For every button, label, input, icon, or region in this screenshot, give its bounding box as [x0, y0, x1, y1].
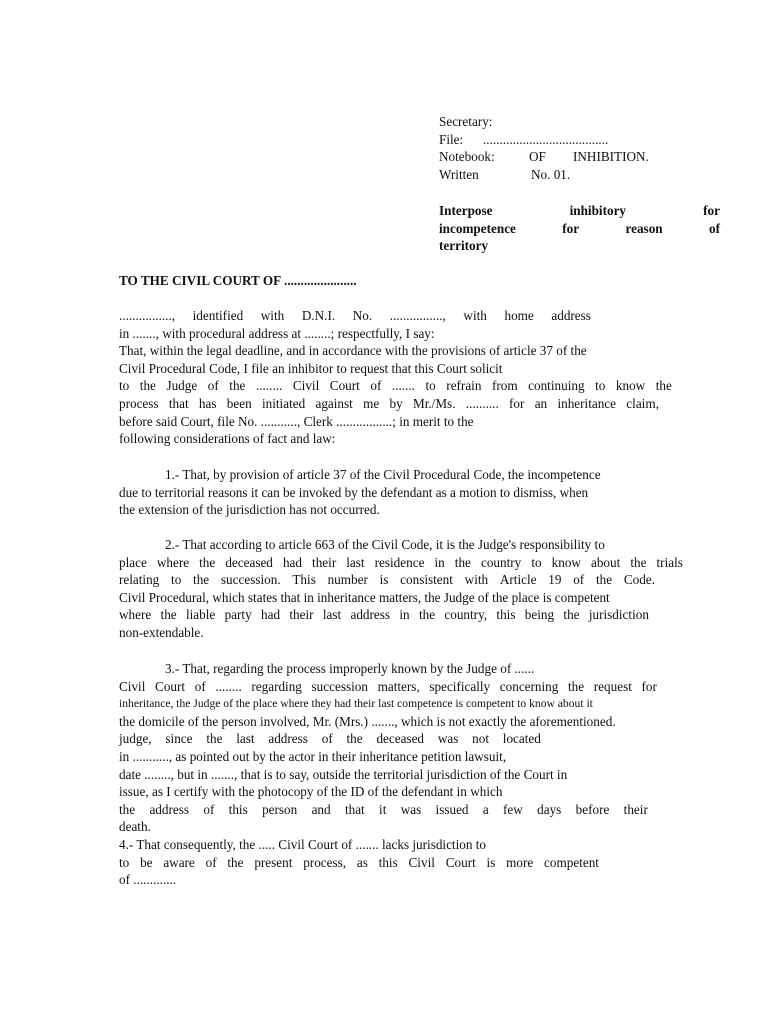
point2-line: non-extendable. — [119, 625, 204, 640]
word: has — [198, 396, 217, 411]
intro-line: Civil Procedural Code, I file an inhibitor to request that this Court solicit — [119, 360, 503, 376]
word: this — [228, 801, 248, 817]
point3-line: date ........, but in ......., that is to say, outside the territorial jurisdiction of the Court in — [119, 766, 568, 782]
word: is — [379, 572, 389, 588]
addressee-heading: TO THE CIVIL COURT OF ...................... — [119, 273, 357, 288]
word: to — [531, 554, 542, 570]
word: of — [207, 378, 219, 394]
word: to — [119, 378, 130, 394]
word: Article — [499, 572, 537, 588]
word: with — [463, 308, 487, 323]
word: address — [268, 731, 308, 747]
word: where — [119, 607, 152, 623]
word: Civil — [119, 678, 146, 694]
word: their — [623, 801, 648, 817]
intro-line: before said Court, file No. ..........., Clerk .................; in merit to the — [119, 413, 474, 429]
word: for — [509, 396, 525, 411]
word: being — [524, 607, 555, 623]
word: competent — [544, 854, 599, 870]
word: D.N.I. — [301, 308, 336, 323]
point2-line — [119, 554, 683, 571]
word: to — [171, 572, 182, 588]
intro-line — [119, 307, 591, 324]
point2-line: Civil Procedural, which states that in inheritance matters, the Judge of the place is competent — [119, 589, 610, 605]
word: know — [615, 378, 646, 394]
word: this — [378, 854, 398, 870]
notebook-of: OF — [529, 149, 546, 164]
subject-word: for — [703, 203, 720, 218]
word: as — [356, 854, 368, 870]
word: of — [321, 731, 333, 747]
word: issued — [435, 801, 469, 817]
word: specifically — [429, 678, 491, 694]
word: party — [224, 607, 252, 623]
point2-line — [119, 571, 655, 588]
subject-line — [439, 220, 720, 237]
point2-line — [119, 606, 649, 623]
word: in — [399, 607, 410, 623]
word: initiated — [261, 396, 306, 411]
word: the — [139, 378, 156, 394]
word: deceased — [376, 731, 425, 747]
word: the — [655, 378, 672, 394]
word: address — [350, 607, 391, 623]
word: last — [236, 731, 255, 747]
word: about — [590, 554, 621, 570]
subject-line — [439, 202, 720, 219]
word: matters, — [377, 678, 420, 694]
subject-word: incompetence — [439, 221, 516, 236]
word: concerning — [499, 678, 559, 694]
word: This — [292, 572, 316, 588]
secretary-label: Secretary: — [439, 114, 493, 129]
word: where — [156, 554, 190, 570]
word: continuing — [528, 378, 585, 394]
word: more — [506, 854, 534, 870]
word: No. — [352, 308, 373, 323]
word: to — [425, 378, 436, 394]
intro-line: in ......., with procedural address at ........; respectfully, I say: — [119, 325, 435, 341]
subject-word: of — [709, 221, 720, 236]
word: of — [203, 801, 215, 817]
word: in — [434, 554, 445, 570]
word: last — [346, 554, 365, 570]
word: the — [160, 607, 177, 623]
word: been — [226, 396, 252, 411]
word: a — [482, 801, 489, 817]
word: liable — [185, 607, 216, 623]
word: aware — [163, 854, 195, 870]
word: Court — [445, 854, 476, 870]
word: address — [149, 801, 190, 817]
word: the — [630, 554, 647, 570]
word: since — [165, 731, 193, 747]
word: claim, — [626, 396, 659, 411]
word: relating — [119, 572, 160, 588]
word: 19 — [548, 572, 562, 588]
word: know — [551, 554, 581, 570]
word: refrain — [446, 378, 482, 394]
word: trials — [656, 554, 683, 570]
word: located — [502, 731, 541, 747]
word: ....... — [391, 378, 415, 394]
word: Code. — [623, 572, 655, 588]
word: place — [119, 554, 147, 570]
word: before — [575, 801, 610, 817]
point1-line: the extension of the jurisdiction has not occurred. — [119, 502, 380, 518]
word: had — [261, 607, 281, 623]
word: that — [344, 801, 365, 817]
subject-word: inhibitory — [569, 203, 627, 218]
word: be — [140, 854, 153, 870]
word: process, — [303, 854, 347, 870]
word: from — [491, 378, 518, 394]
word: their — [289, 607, 314, 623]
word: is — [486, 854, 496, 870]
word: the — [206, 731, 223, 747]
intro-line: following considerations of fact and law: — [119, 431, 336, 447]
point1-line: 1.- That, by provision of article 37 of the Civil Procedural Code, the incompetence — [165, 467, 601, 482]
word: was — [400, 801, 422, 817]
word: the — [227, 854, 244, 870]
subject-word: reason — [625, 221, 663, 236]
word: not — [472, 731, 489, 747]
point3-line: issue, as I certify with the photocopy of the ID of the defendant in which — [119, 784, 503, 800]
word: Court — [329, 378, 360, 394]
word: days — [537, 801, 562, 817]
word: few — [503, 801, 523, 817]
point1-line: due to territorial reasons it can be invoked by the defendant as a motion to dismiss, when — [119, 484, 589, 500]
word: to — [595, 378, 606, 394]
word: of — [194, 678, 206, 694]
word: that — [168, 396, 189, 411]
word: for — [641, 678, 657, 694]
word: of — [205, 854, 217, 870]
word: Civil — [292, 378, 320, 394]
point3-line — [119, 854, 599, 871]
word: it — [379, 801, 387, 817]
word: the — [346, 731, 363, 747]
notebook-label: Notebook: — [439, 149, 495, 164]
word: home — [504, 308, 534, 323]
word: Judge — [166, 378, 198, 394]
word: regarding — [251, 678, 302, 694]
word: of — [370, 378, 382, 394]
word: consistent — [400, 572, 453, 588]
word: this — [496, 607, 516, 623]
word: inheritance — [557, 396, 617, 411]
word: the — [119, 801, 136, 817]
word: country — [480, 554, 522, 570]
word: by — [389, 396, 403, 411]
subject-line: territory — [439, 238, 489, 253]
notebook-inhibition: INHIBITION. — [573, 149, 649, 164]
point3-line: the domicile of the person involved, Mr. (Mrs.) ......., which is not exactly the aforementioned. — [119, 713, 616, 729]
subject-word: Interpose — [439, 203, 493, 218]
word: the — [418, 607, 436, 623]
word: Mr./Ms. — [412, 396, 456, 411]
word: with — [260, 308, 285, 323]
word: against — [315, 396, 353, 411]
point3-line: of ............. — [119, 872, 177, 888]
file-value: ...................................... — [483, 132, 609, 147]
word: the — [193, 572, 210, 588]
word: their — [312, 554, 337, 570]
point3-line: inheritance, the Judge of the place where they had their last competence is competent to know about it — [119, 697, 593, 711]
word: Civil — [408, 854, 435, 870]
word: deceased — [225, 554, 273, 570]
intro-line — [119, 395, 659, 412]
word: succession. — [220, 572, 281, 588]
word: number — [327, 572, 368, 588]
point3-line: death. — [119, 819, 151, 835]
word: judge, — [119, 731, 152, 747]
word: request — [593, 678, 632, 694]
word: the — [229, 378, 246, 394]
word: process — [119, 396, 159, 411]
point3-line: 3.- That, regarding the process improperly known by the Judge of ...... — [165, 661, 535, 676]
point3-line — [119, 730, 541, 747]
word: was — [437, 731, 459, 747]
word: me — [363, 396, 380, 411]
word: residence — [374, 554, 425, 570]
word: the — [595, 572, 613, 588]
point3-line — [119, 678, 657, 695]
word: jurisdiction — [588, 607, 649, 623]
word: country, — [444, 607, 488, 623]
word: last — [322, 607, 342, 623]
word: the — [454, 554, 471, 570]
written-number: No. 01. — [531, 167, 571, 182]
word: person — [262, 801, 298, 817]
word: had — [282, 554, 302, 570]
word: succession — [311, 678, 368, 694]
word: of — [573, 572, 585, 588]
word: an — [534, 396, 548, 411]
word: identified — [192, 308, 244, 323]
point3-line — [119, 801, 648, 818]
word: the — [199, 554, 216, 570]
word: Court — [155, 678, 186, 694]
written-label: Written — [439, 167, 479, 182]
word: ................, — [389, 308, 446, 323]
point3-line: in ..........., as pointed out by the actor in their inheritance petition lawsuit, — [119, 749, 507, 764]
word: the — [568, 678, 585, 694]
word: address — [551, 308, 591, 323]
word: with — [464, 572, 489, 588]
file-label: File: — [439, 132, 464, 147]
subject-word: for — [562, 221, 580, 236]
word: .......... — [465, 396, 499, 411]
word: ................, — [119, 308, 176, 323]
word: ........ — [255, 378, 283, 394]
word: ........ — [215, 678, 242, 694]
intro-line: That, within the legal deadline, and in accordance with the provisions of article 37 of the — [119, 343, 587, 359]
intro-line — [119, 377, 672, 394]
word: present — [254, 854, 293, 870]
word: and — [311, 801, 331, 817]
point3-line: 4.- That consequently, the ..... Civil Court of ....... lacks jurisdiction to — [119, 837, 487, 852]
word: the — [563, 607, 580, 623]
word: to — [119, 854, 130, 870]
point2-line: 2.- That according to article 663 of the Civil Code, it is the Judge's responsibility to — [165, 537, 605, 552]
